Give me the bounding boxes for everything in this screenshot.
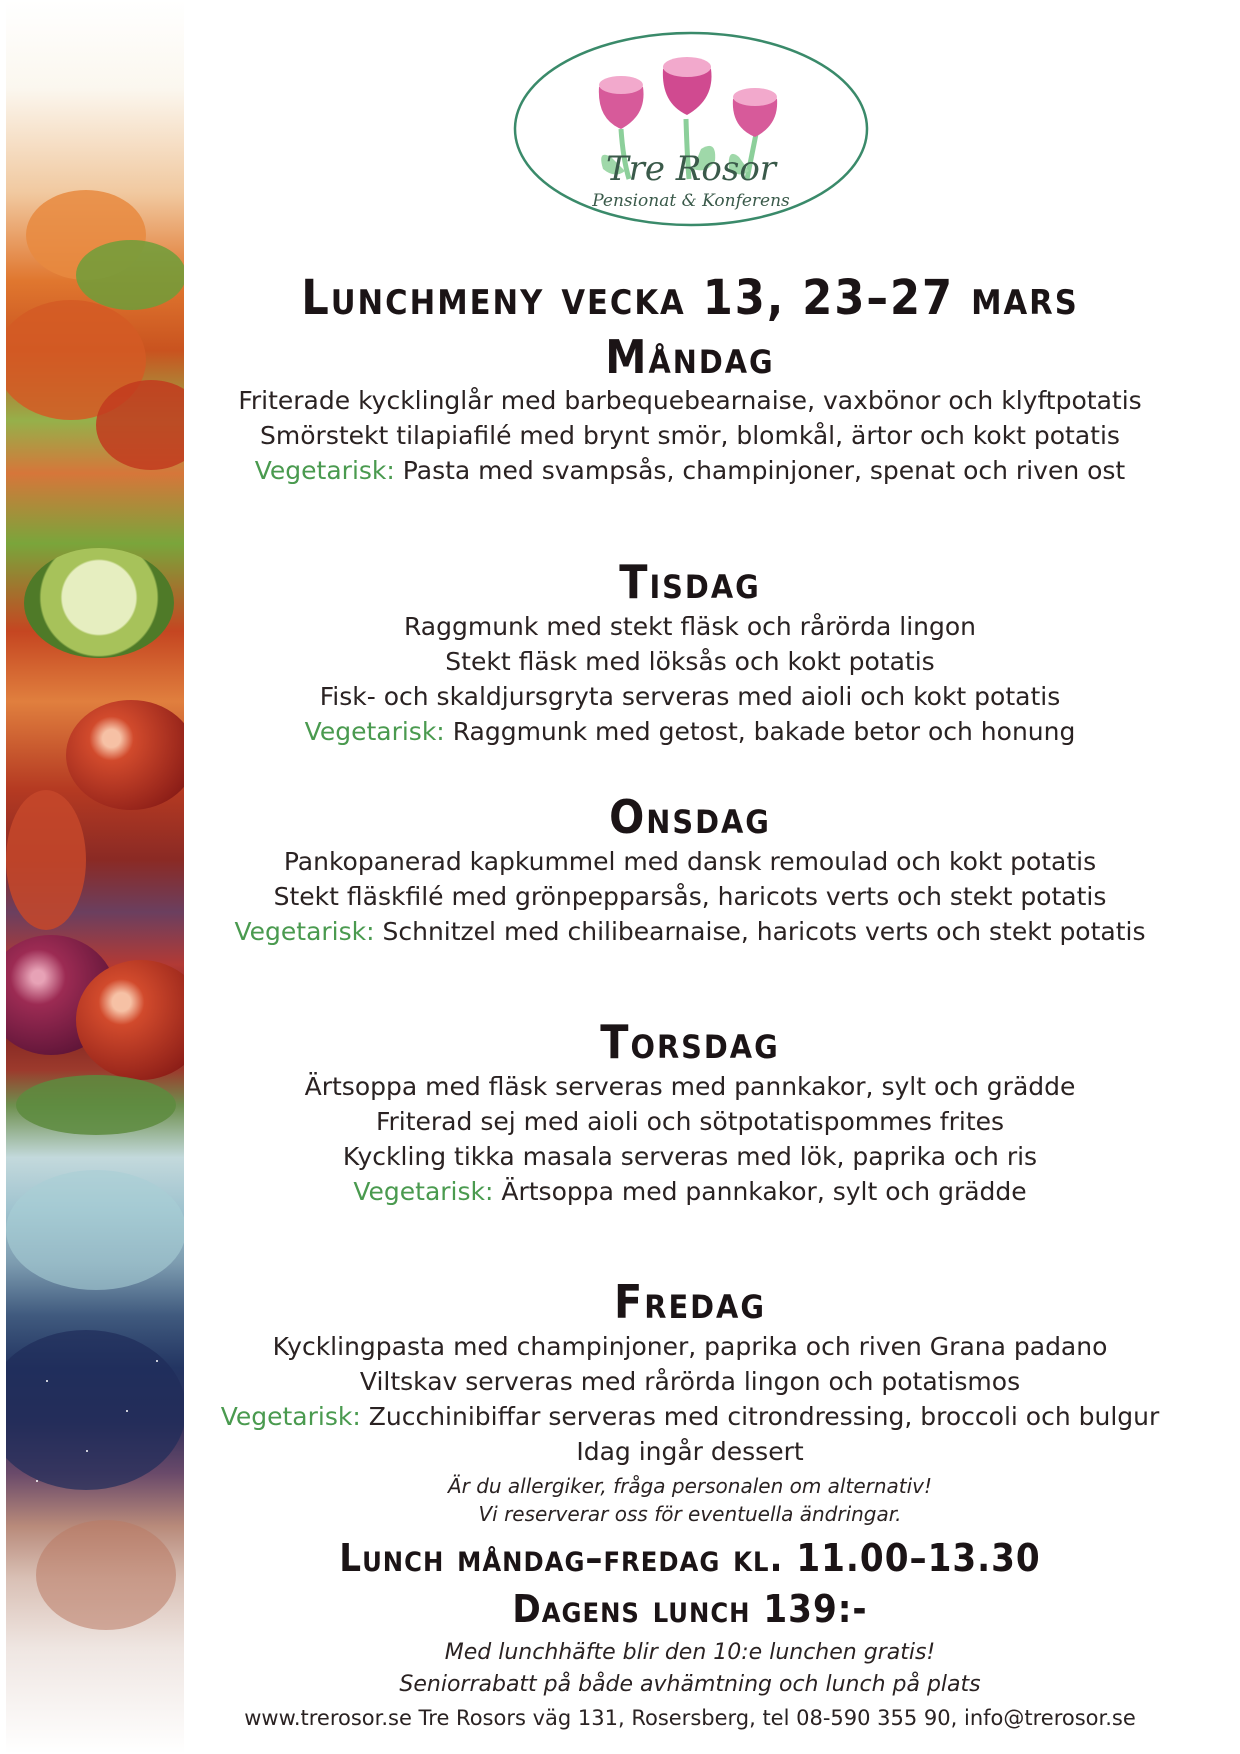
- veg-dish-text: Schnitzel med chilibearnaise, haricots verts och stekt potatis: [382, 917, 1146, 946]
- punch-card-promo: Med lunchhäfte blir den 10:e lunchen gratis!: [444, 1640, 936, 1665]
- logo: [511, 29, 871, 229]
- dish: Kycklingpasta med champinjoner, paprika och riven Grana padano: [272, 1332, 1108, 1361]
- watercolor-night: [6, 1330, 184, 1490]
- dish: Stekt fläskfilé med grönpepparsås, haricots verts och stekt potatis: [273, 882, 1107, 911]
- dish: Stekt fläsk med löksås och kokt potatis: [445, 647, 935, 676]
- dessert-note: Idag ingår dessert: [576, 1437, 804, 1466]
- tomato: [66, 700, 184, 810]
- cucumber-slice: [24, 548, 174, 658]
- changes-note: Vi reserverar oss för eventuella ändringar.: [478, 1502, 902, 1526]
- day-heading-mandag: Måndag: [605, 330, 775, 384]
- watercolor-herb: [76, 240, 184, 310]
- dish: Pankopanerad kapkummel med dansk remoulad och kokt potatis: [283, 847, 1097, 876]
- dish: Friterad sej med aioli och sötpotatispommes frites: [375, 1107, 1005, 1136]
- sparkle: [126, 1410, 128, 1412]
- senior-discount-promo: Seniorrabatt på både avhämtning och lunch på plats: [399, 1672, 981, 1697]
- logo-tagline: Pensionat & Konferens: [592, 191, 790, 211]
- veg-dish-text: Ärtsoppa med pannkakor, sylt och grädde: [501, 1177, 1027, 1206]
- veg-dish-text: Zucchinibiffar serveras med citrondressing, broccoli och bulgur: [368, 1402, 1160, 1431]
- veg-dish: [190, 917, 1190, 946]
- veg-dish-text: Raggmunk med getost, bakade betor och honung: [452, 717, 1076, 746]
- veg-label: Vegetarisk:: [254, 456, 395, 485]
- decorative-watercolor-strip: [6, 0, 184, 1754]
- day-heading-fredag: Fredag: [614, 1275, 766, 1329]
- allergy-note: Är du allergiker, fråga personalen om alternativ!: [447, 1474, 933, 1498]
- logo-name: Tre Rosor: [605, 149, 777, 189]
- dish: Friterade kycklinglår med barbequebearnaise, vaxbönor och klyftpotatis: [238, 386, 1142, 415]
- day-heading-torsdag: Torsdag: [600, 1015, 780, 1069]
- dish: Kyckling tikka masala serveras med lök, paprika och ris: [342, 1142, 1038, 1171]
- sparkle: [86, 1450, 88, 1452]
- veg-dish: [190, 1177, 1190, 1206]
- dish: Ärtsoppa med fläsk serveras med pannkakor, sylt och grädde: [304, 1072, 1076, 1101]
- watercolor-pepper: [6, 790, 86, 930]
- menu-title: Lunchmeny vecka 13, 23–27 mars: [301, 270, 1079, 326]
- veg-dish: [190, 456, 1190, 485]
- dish: Smörstekt tilapiafilé med brynt smör, blomkål, ärtor och kokt potatis: [260, 421, 1120, 450]
- sparkle: [156, 1360, 158, 1362]
- day-heading-tisdag: Tisdag: [619, 555, 761, 609]
- dish: Raggmunk med stekt fläsk och rårörda lingon: [403, 612, 977, 641]
- veg-dish-text: Pasta med svampsås, champinjoner, spenat och riven ost: [402, 456, 1126, 485]
- veg-dish: [190, 1402, 1190, 1431]
- watercolor-lettuce: [16, 1075, 176, 1135]
- veg-label: Vegetarisk:: [304, 717, 445, 746]
- veg-label: Vegetarisk:: [220, 1402, 361, 1431]
- watercolor-bowl: [6, 1170, 184, 1290]
- dish: Fisk- och skaldjursgryta serveras med aioli och kokt potatis: [319, 682, 1061, 711]
- day-heading-onsdag: Onsdag: [609, 790, 771, 844]
- sparkle: [36, 1480, 38, 1482]
- contact-footer: www.trerosor.se Tre Rosors väg 131, Rosersberg, tel 08-590 355 90, info@trerosor.se: [244, 1706, 1136, 1730]
- veg-label: Vegetarisk:: [353, 1177, 494, 1206]
- lunch-hours: Lunch måndag–fredag kl. 11.00–13.30: [339, 1536, 1041, 1580]
- watercolor-wash: [36, 1520, 176, 1630]
- dish: Viltskav serveras med rårörda lingon och potatismos: [359, 1367, 1021, 1396]
- veg-label: Vegetarisk:: [234, 917, 375, 946]
- lunch-price: Dagens lunch 139:-: [512, 1587, 868, 1631]
- veg-dish: [190, 717, 1190, 746]
- sparkle: [46, 1380, 48, 1382]
